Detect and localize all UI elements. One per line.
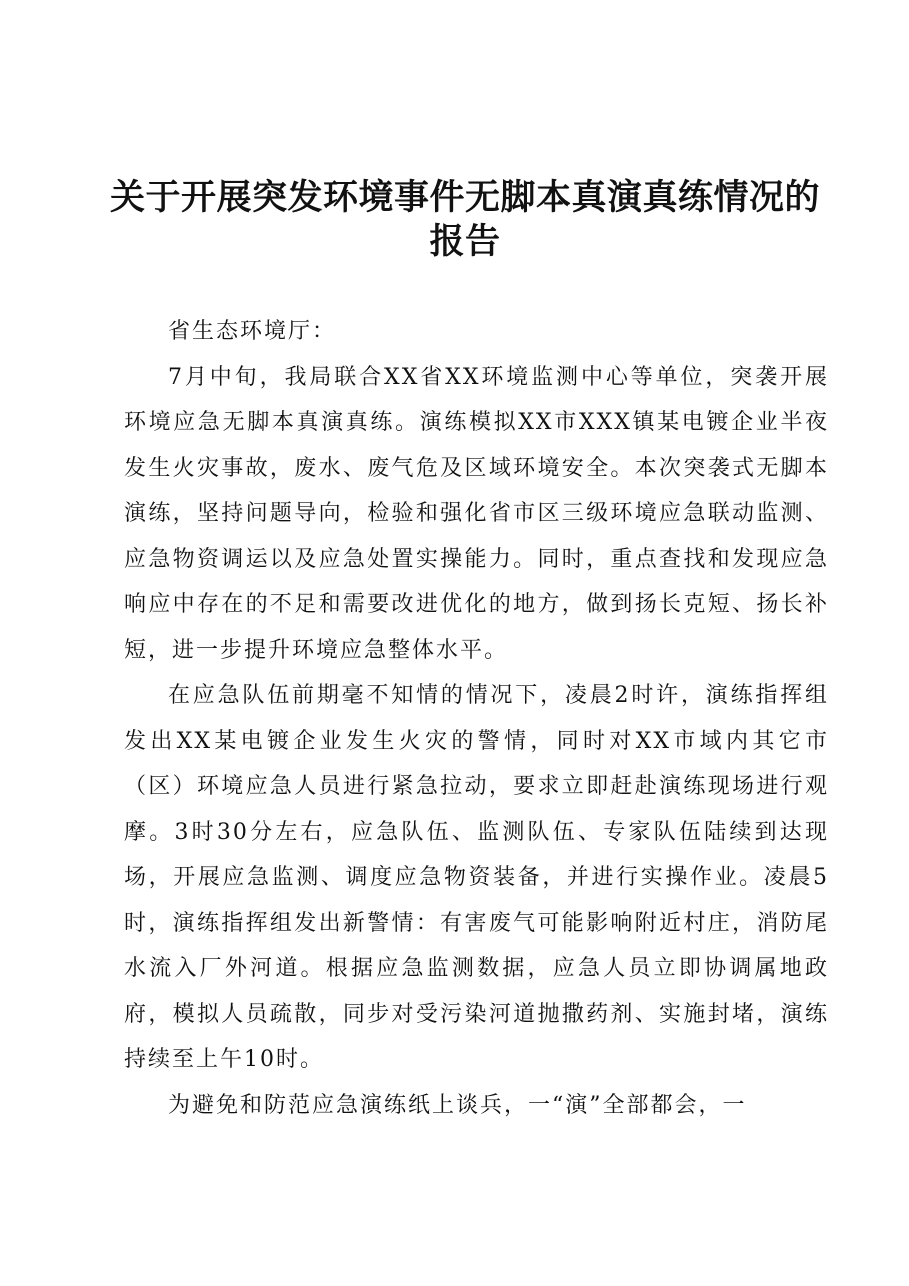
body-paragraph-3: 为避免和防范应急演练纸上谈兵，一“演”全部都会，一 [168, 1092, 747, 1118]
body-paragraph-2: 在应急队伍前期毫不知情的情况下，凌晨2时许，演练指挥组发出XX某电镀企业发生火灾的警情，同时对XX市域内其它市（区）环境应急人员进行紧急拉动，要求立即赶赴演练现场进行观摩。3时30分左右，应急队伍、监测队伍、专家队伍陆续到达现场，开展应急监测、调度应急物资装备，并进行实操作业。凌晨5时，演练指挥组发出新警情：有害废气可能影响附近村庄，消防尾水流入厂外河道。根据应急监测数据，应急人员立即协调属地政府，模拟人员疏散，同步对受污染河道抛撒药剂、实施封堵，演练持续至上午10时。 [124, 683, 829, 1072]
salutation: 省生态环境厅： [168, 319, 337, 344]
document-title: 关于开展突发环境事件无脚本真演真练情况的报告 [109, 177, 820, 262]
document-body [124, 309, 829, 1128]
body-paragraph-1: 7月中旬，我局联合XX省XX环境监测中心等单位，突袭开展环境应急无脚本真演真练。演练模拟XX市XXX镇某电镀企业半夜发生火灾事故，废水、废气危及区域环境安全。本次突袭式无脚本演练，坚持问题导向，检验和强化省市区三级环境应急联动监测、应急物资调运以及应急处置实操能力。同时，重点查找和发现应急响应中存在的不足和需要改进优化的地方，做到扬长克短、扬长补短，进一步提升环境应急整体水平。 [124, 364, 829, 663]
